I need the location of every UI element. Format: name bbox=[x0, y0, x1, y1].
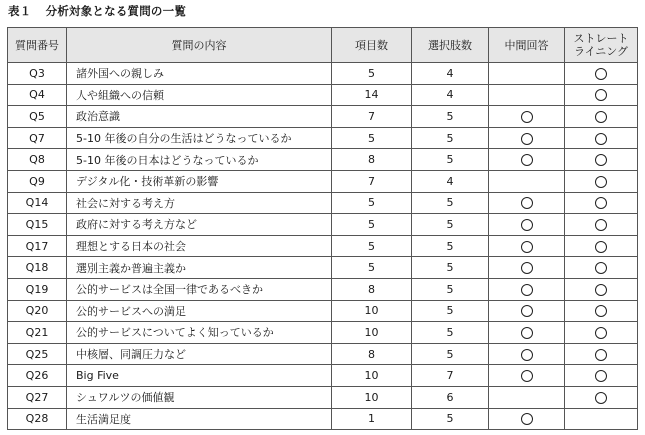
circle-mark-icon bbox=[595, 392, 607, 404]
header-row bbox=[8, 28, 638, 63]
item-count-cell: 5 bbox=[332, 63, 412, 85]
table-body bbox=[8, 63, 638, 430]
question-content-cell: 5-10 年後の日本はどうなっているか bbox=[67, 149, 332, 171]
circle-mark-icon bbox=[595, 241, 607, 253]
middle-answer-cell bbox=[489, 235, 565, 257]
question-content-cell: 生活満足度 bbox=[67, 408, 332, 430]
choice-count-cell: 7 bbox=[412, 365, 489, 387]
circle-mark-icon bbox=[521, 305, 533, 317]
question-id-cell: Q5 bbox=[8, 106, 67, 128]
choice-count-cell: 5 bbox=[412, 343, 489, 365]
header-question-id: 質問番号 bbox=[8, 28, 67, 63]
circle-mark-icon bbox=[521, 370, 533, 382]
question-id-cell: Q27 bbox=[8, 386, 67, 408]
table-row bbox=[8, 63, 638, 85]
straightlining-cell bbox=[565, 192, 638, 214]
table-header bbox=[8, 28, 638, 63]
straightlining-cell bbox=[565, 235, 638, 257]
question-id-cell: Q25 bbox=[8, 343, 67, 365]
question-id-cell: Q19 bbox=[8, 278, 67, 300]
question-id-cell: Q26 bbox=[8, 365, 67, 387]
circle-mark-icon bbox=[521, 133, 533, 145]
item-count-cell: 10 bbox=[332, 386, 412, 408]
question-content-cell: 選別主義か普遍主義か bbox=[67, 257, 332, 279]
choice-count-cell: 5 bbox=[412, 322, 489, 344]
circle-mark-icon bbox=[521, 327, 533, 339]
middle-answer-cell bbox=[489, 84, 565, 106]
question-table bbox=[7, 27, 638, 430]
question-content-cell: 公的サービスは全国一律であるべきか bbox=[67, 278, 332, 300]
choice-count-cell: 5 bbox=[412, 408, 489, 430]
straightlining-cell bbox=[565, 386, 638, 408]
question-content-cell: シュワルツの価値観 bbox=[67, 386, 332, 408]
choice-count-cell: 5 bbox=[412, 192, 489, 214]
question-id-cell: Q9 bbox=[8, 170, 67, 192]
item-count-cell: 5 bbox=[332, 127, 412, 149]
item-count-cell: 5 bbox=[332, 214, 412, 236]
question-content-cell: 政府に対する考え方など bbox=[67, 214, 332, 236]
table-row bbox=[8, 192, 638, 214]
straightlining-cell bbox=[565, 106, 638, 128]
circle-mark-icon bbox=[521, 262, 533, 274]
table-row bbox=[8, 365, 638, 387]
straightlining-cell bbox=[565, 408, 638, 430]
table-row bbox=[8, 84, 638, 106]
question-content-cell: 政治意識 bbox=[67, 106, 332, 128]
question-content-cell: 理想とする日本の社会 bbox=[67, 235, 332, 257]
middle-answer-cell bbox=[489, 365, 565, 387]
circle-mark-icon bbox=[521, 241, 533, 253]
straightlining-cell bbox=[565, 170, 638, 192]
middle-answer-cell bbox=[489, 106, 565, 128]
question-content-cell: 人や組織への信頼 bbox=[67, 84, 332, 106]
circle-mark-icon bbox=[595, 327, 607, 339]
question-id-cell: Q14 bbox=[8, 192, 67, 214]
choice-count-cell: 5 bbox=[412, 214, 489, 236]
table-row bbox=[8, 386, 638, 408]
choice-count-cell: 5 bbox=[412, 127, 489, 149]
table-row bbox=[8, 214, 638, 236]
choice-count-cell: 5 bbox=[412, 149, 489, 171]
choice-count-cell: 5 bbox=[412, 235, 489, 257]
question-content-cell: Big Five bbox=[67, 365, 332, 387]
table-row bbox=[8, 300, 638, 322]
table-row bbox=[8, 170, 638, 192]
middle-answer-cell bbox=[489, 322, 565, 344]
question-id-cell: Q8 bbox=[8, 149, 67, 171]
question-content-cell: 中核層、同調圧力など bbox=[67, 343, 332, 365]
straightlining-cell bbox=[565, 300, 638, 322]
middle-answer-cell bbox=[489, 170, 565, 192]
question-id-cell: Q21 bbox=[8, 322, 67, 344]
item-count-cell: 14 bbox=[332, 84, 412, 106]
circle-mark-icon bbox=[595, 68, 607, 80]
circle-mark-icon bbox=[595, 219, 607, 231]
middle-answer-cell bbox=[489, 214, 565, 236]
caption-number: 表１ bbox=[8, 4, 32, 18]
circle-mark-icon bbox=[595, 176, 607, 188]
middle-answer-cell bbox=[489, 408, 565, 430]
choice-count-cell: 5 bbox=[412, 278, 489, 300]
middle-answer-cell bbox=[489, 149, 565, 171]
item-count-cell: 5 bbox=[332, 257, 412, 279]
table-row bbox=[8, 235, 638, 257]
circle-mark-icon bbox=[595, 89, 607, 101]
caption-title: 分析対象となる質問の一覧 bbox=[45, 4, 187, 18]
circle-mark-icon bbox=[595, 305, 607, 317]
question-content-cell: 5-10 年後の自分の生活はどうなっているか bbox=[67, 127, 332, 149]
circle-mark-icon bbox=[595, 133, 607, 145]
circle-mark-icon bbox=[521, 219, 533, 231]
question-id-cell: Q7 bbox=[8, 127, 67, 149]
item-count-cell: 1 bbox=[332, 408, 412, 430]
straightlining-cell bbox=[565, 84, 638, 106]
circle-mark-icon bbox=[595, 197, 607, 209]
header-choice-count: 選択肢数 bbox=[412, 28, 489, 63]
table-row bbox=[8, 106, 638, 128]
circle-mark-icon bbox=[595, 262, 607, 274]
item-count-cell: 10 bbox=[332, 322, 412, 344]
header-middle-answer: 中間回答 bbox=[489, 28, 565, 63]
circle-mark-icon bbox=[595, 349, 607, 361]
circle-mark-icon bbox=[521, 154, 533, 166]
question-content-cell: 社会に対する考え方 bbox=[67, 192, 332, 214]
table-row bbox=[8, 322, 638, 344]
circle-mark-icon bbox=[521, 111, 533, 123]
item-count-cell: 7 bbox=[332, 170, 412, 192]
middle-answer-cell bbox=[489, 386, 565, 408]
item-count-cell: 8 bbox=[332, 343, 412, 365]
table-row bbox=[8, 149, 638, 171]
straightlining-cell bbox=[565, 278, 638, 300]
circle-mark-icon bbox=[595, 370, 607, 382]
straightlining-cell bbox=[565, 63, 638, 85]
choice-count-cell: 4 bbox=[412, 84, 489, 106]
question-content-cell: 公的サービスについてよく知っているか bbox=[67, 322, 332, 344]
question-content-cell: デジタル化・技術革新の影響 bbox=[67, 170, 332, 192]
table-row bbox=[8, 278, 638, 300]
circle-mark-icon bbox=[521, 197, 533, 209]
middle-answer-cell bbox=[489, 127, 565, 149]
question-id-cell: Q20 bbox=[8, 300, 67, 322]
question-id-cell: Q4 bbox=[8, 84, 67, 106]
item-count-cell: 8 bbox=[332, 278, 412, 300]
table-row bbox=[8, 408, 638, 430]
choice-count-cell: 4 bbox=[412, 170, 489, 192]
header-item-count: 項目数 bbox=[332, 28, 412, 63]
header-question-content: 質問の内容 bbox=[67, 28, 332, 63]
middle-answer-cell bbox=[489, 63, 565, 85]
header-straightlining-line2: ライニング bbox=[573, 45, 628, 58]
header-straightlining bbox=[565, 28, 638, 63]
circle-mark-icon bbox=[595, 284, 607, 296]
item-count-cell: 10 bbox=[332, 300, 412, 322]
straightlining-cell bbox=[565, 257, 638, 279]
choice-count-cell: 6 bbox=[412, 386, 489, 408]
choice-count-cell: 5 bbox=[412, 300, 489, 322]
straightlining-cell bbox=[565, 214, 638, 236]
table-row bbox=[8, 127, 638, 149]
middle-answer-cell bbox=[489, 192, 565, 214]
question-content-cell: 公的サービスへの満足 bbox=[67, 300, 332, 322]
middle-answer-cell bbox=[489, 343, 565, 365]
item-count-cell: 5 bbox=[332, 235, 412, 257]
item-count-cell: 7 bbox=[332, 106, 412, 128]
question-id-cell: Q28 bbox=[8, 408, 67, 430]
middle-answer-cell bbox=[489, 278, 565, 300]
table-caption bbox=[8, 3, 186, 19]
table-row bbox=[8, 343, 638, 365]
question-id-cell: Q18 bbox=[8, 257, 67, 279]
straightlining-cell bbox=[565, 343, 638, 365]
straightlining-cell bbox=[565, 365, 638, 387]
circle-mark-icon bbox=[521, 349, 533, 361]
circle-mark-icon bbox=[521, 284, 533, 296]
question-content-cell: 諸外国への親しみ bbox=[67, 63, 332, 85]
circle-mark-icon bbox=[595, 111, 607, 123]
circle-mark-icon bbox=[521, 413, 533, 425]
question-id-cell: Q3 bbox=[8, 63, 67, 85]
middle-answer-cell bbox=[489, 257, 565, 279]
table-row bbox=[8, 257, 638, 279]
straightlining-cell bbox=[565, 322, 638, 344]
choice-count-cell: 5 bbox=[412, 257, 489, 279]
header-straightlining-line1: ストレート bbox=[573, 32, 629, 45]
item-count-cell: 8 bbox=[332, 149, 412, 171]
choice-count-cell: 4 bbox=[412, 63, 489, 85]
item-count-cell: 5 bbox=[332, 192, 412, 214]
circle-mark-icon bbox=[595, 154, 607, 166]
choice-count-cell: 5 bbox=[412, 106, 489, 128]
question-id-cell: Q15 bbox=[8, 214, 67, 236]
straightlining-cell bbox=[565, 127, 638, 149]
item-count-cell: 10 bbox=[332, 365, 412, 387]
question-id-cell: Q17 bbox=[8, 235, 67, 257]
straightlining-cell bbox=[565, 149, 638, 171]
middle-answer-cell bbox=[489, 300, 565, 322]
